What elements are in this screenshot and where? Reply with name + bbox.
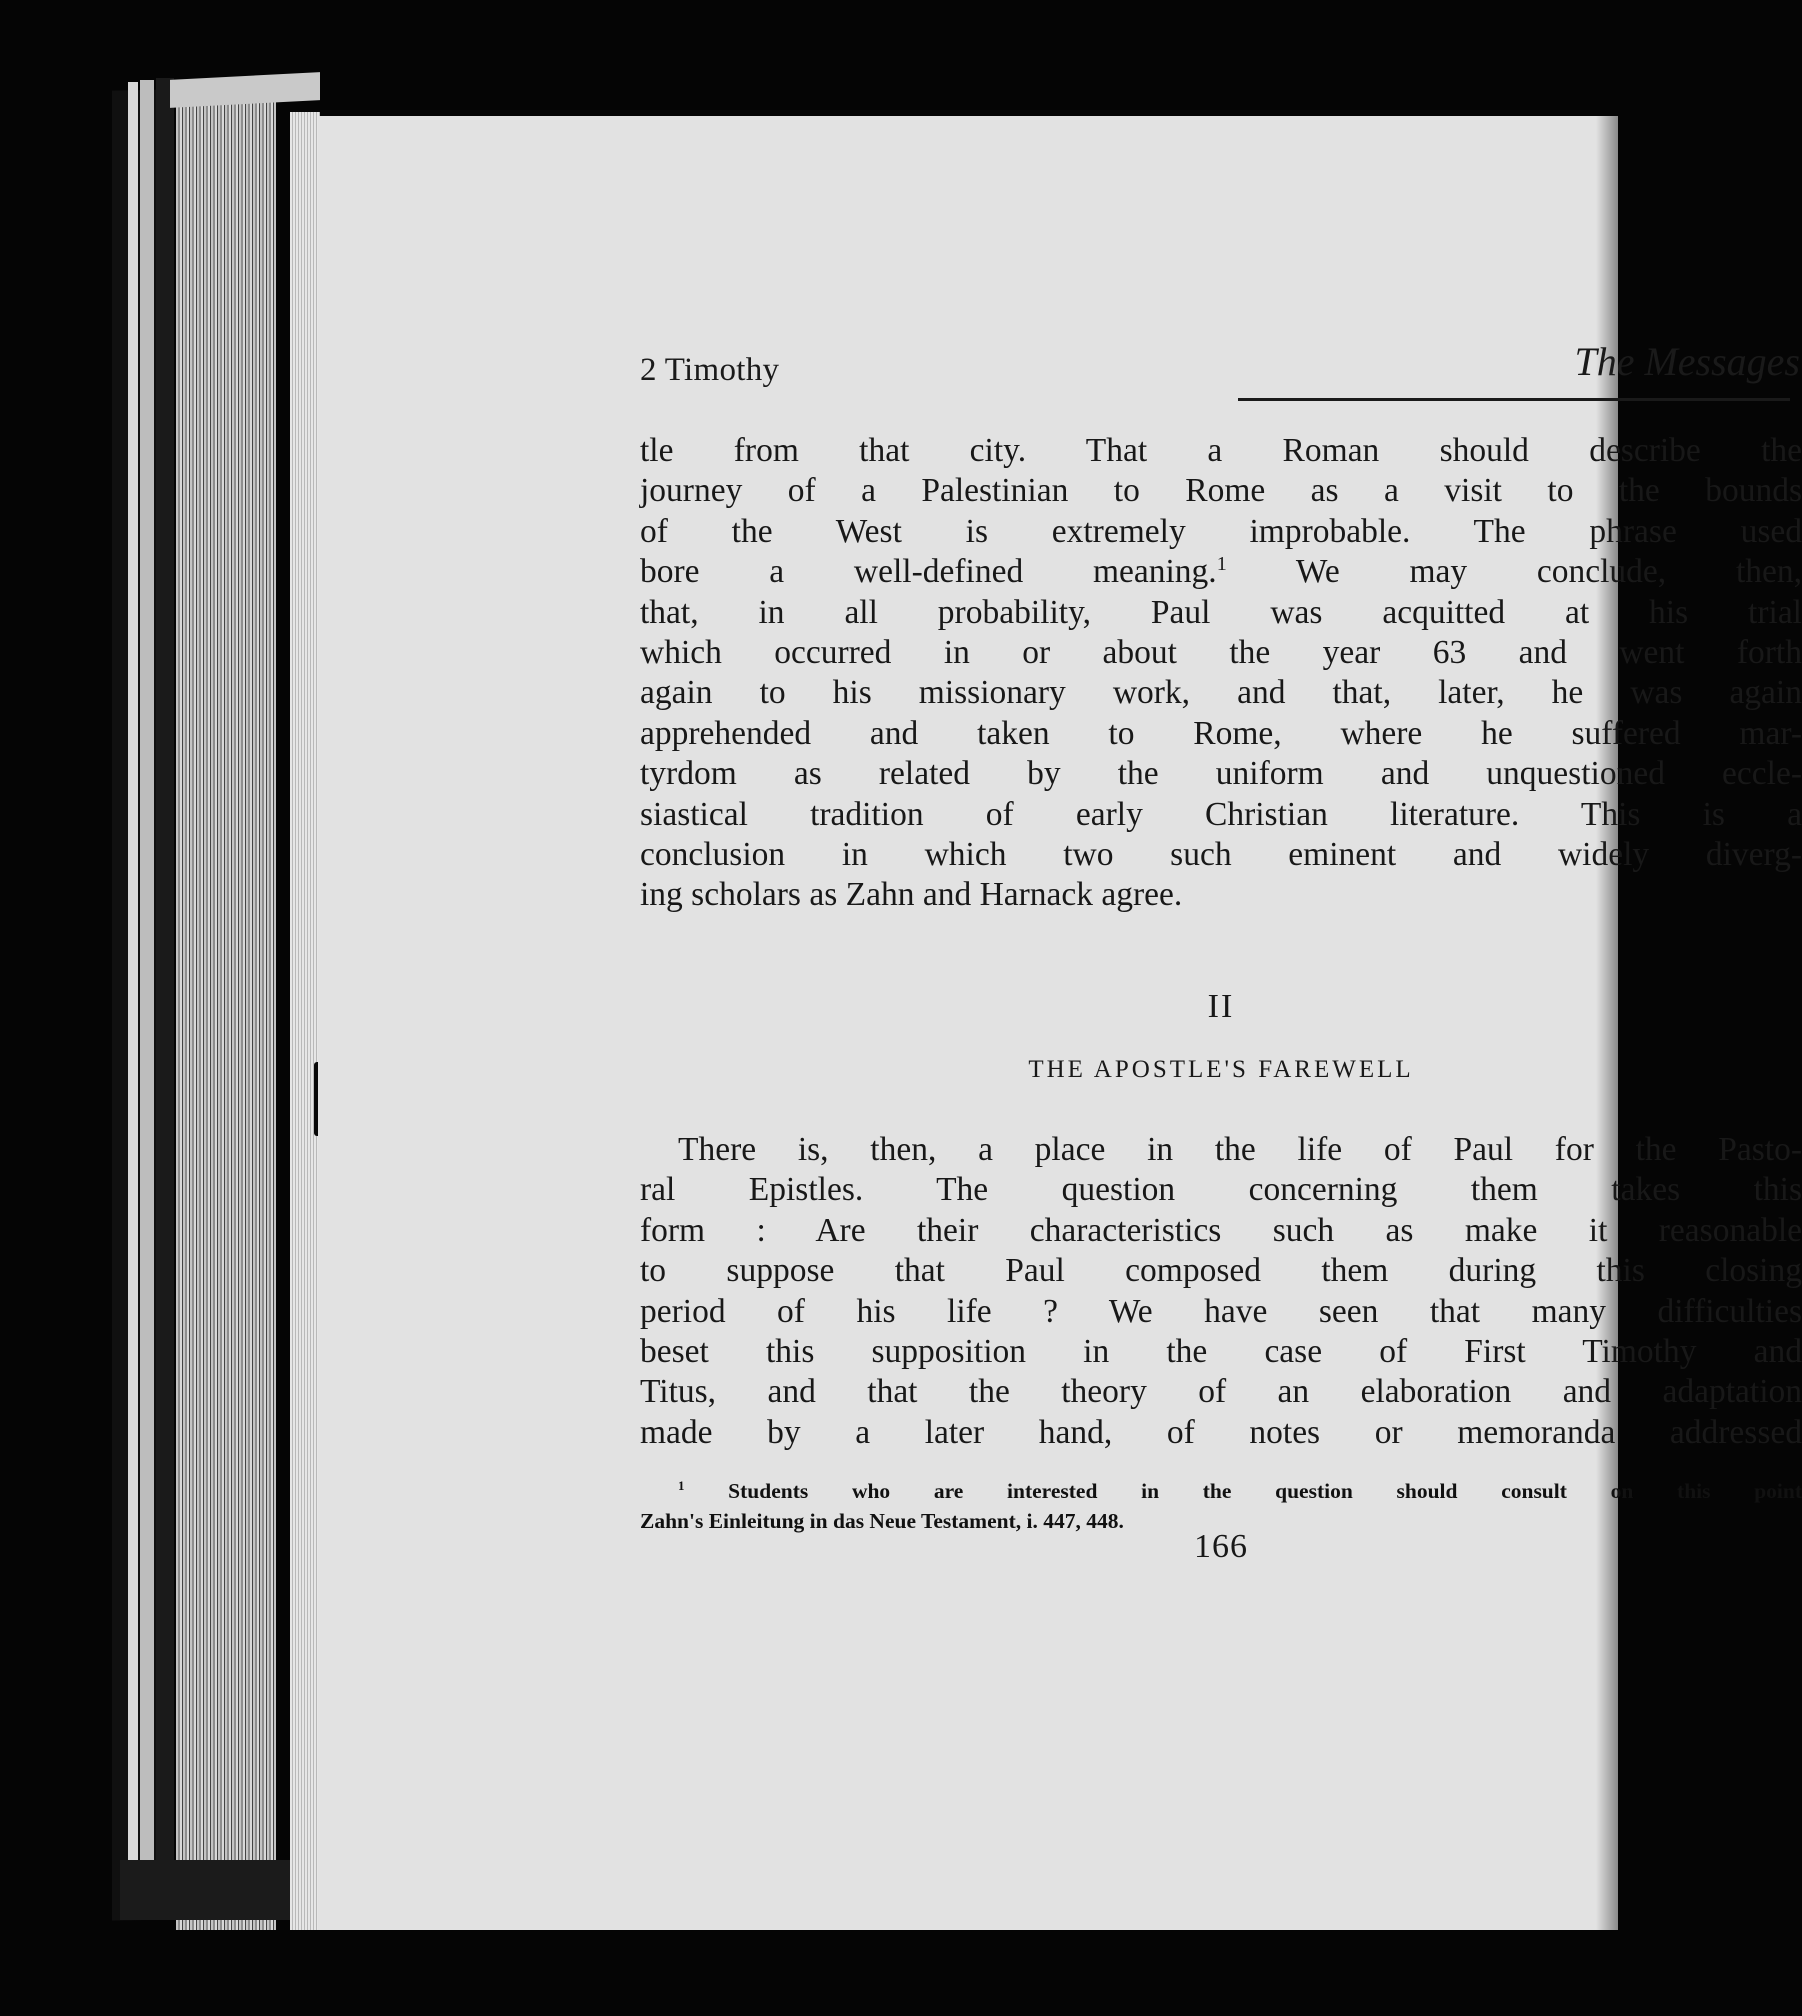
- page-stack: [176, 100, 276, 1930]
- footnote: [640, 1476, 1802, 1536]
- running-head-left: 2 Timothy: [640, 352, 780, 388]
- text-segment: We may conclude, then,: [1295, 553, 1802, 591]
- text-line: apprehended and taken to Rome, where he suffered mar-: [640, 714, 1802, 752]
- page-stack-top: [170, 72, 320, 108]
- footnote-reference: 1: [1216, 553, 1227, 576]
- section-title: THE APOSTLE'S FAREWELL: [1028, 1056, 1414, 1083]
- book-cover-edge: [156, 78, 174, 1918]
- text-line: ral Epistles. The question concerning them takes this: [640, 1171, 1802, 1209]
- text-line: ing scholars as Zahn and Harnack agree.: [640, 876, 1183, 914]
- text-line: beset this supposition in the case of First Timothy and: [640, 1333, 1802, 1371]
- text-line: There is, then, a place in the life of Paul for the Pasto-: [678, 1131, 1802, 1168]
- page-edge-strip: [128, 82, 138, 1902]
- paragraph-1: [640, 431, 1802, 916]
- footnote-line: Zahn's Einleitung in das Neue Testament, i. 447, 448.: [640, 1509, 1124, 1533]
- text-line: tyrdom as related by the uniform and unquestioned eccle-: [640, 755, 1802, 793]
- text-line: form : Are their characteristics such as make it reasonable: [640, 1211, 1802, 1249]
- text-line: made by a later hand, of notes or memoranda addressed: [640, 1413, 1802, 1451]
- text-line-with-note: [640, 552, 1802, 592]
- text-line: that, in all probability, Paul was acquitted at his trial: [640, 593, 1802, 631]
- text-segment: bore a well-defined meaning.: [640, 553, 1217, 591]
- text-line: siastical tradition of early Christian literature. This is a: [640, 795, 1802, 833]
- text-line: Titus, and that the theory of an elaboration and adaptation: [640, 1373, 1802, 1411]
- footnote-mark: 1: [678, 1478, 685, 1493]
- footnote-text: Students who are interested in the question should consult on this point: [728, 1479, 1802, 1503]
- text-line: conclusion in which two such eminent and widely diverg-: [640, 836, 1802, 874]
- text-line: journey of a Palestinian to Rome as a visit to the bounds: [640, 472, 1802, 510]
- running-head-rule: [1238, 398, 1790, 401]
- text-line: period of his life ? We have seen that many difficulties: [640, 1292, 1802, 1330]
- page-edge-strip: [140, 80, 154, 1912]
- text-line: tle from that city. That a Roman should describe the: [640, 432, 1802, 469]
- footnote-line: [640, 1476, 1802, 1506]
- paragraph-2: [640, 1130, 1802, 1453]
- text-line: again to his missionary work, and that, later, he was again: [640, 674, 1802, 712]
- section-number: II: [1207, 988, 1235, 1025]
- page-number: 166: [1194, 1528, 1248, 1565]
- text-line: of the West is extremely improbable. The phrase used: [640, 512, 1802, 550]
- book-page: [318, 116, 1802, 1930]
- text-line: to suppose that Paul composed them during this closing: [640, 1252, 1802, 1290]
- running-head-right: The Messages: [1574, 339, 1800, 384]
- text-line: which occurred in or about the year 63 and went forth: [640, 634, 1802, 672]
- page-gutter: [290, 112, 320, 1930]
- book-cover-corner: [120, 1860, 310, 1920]
